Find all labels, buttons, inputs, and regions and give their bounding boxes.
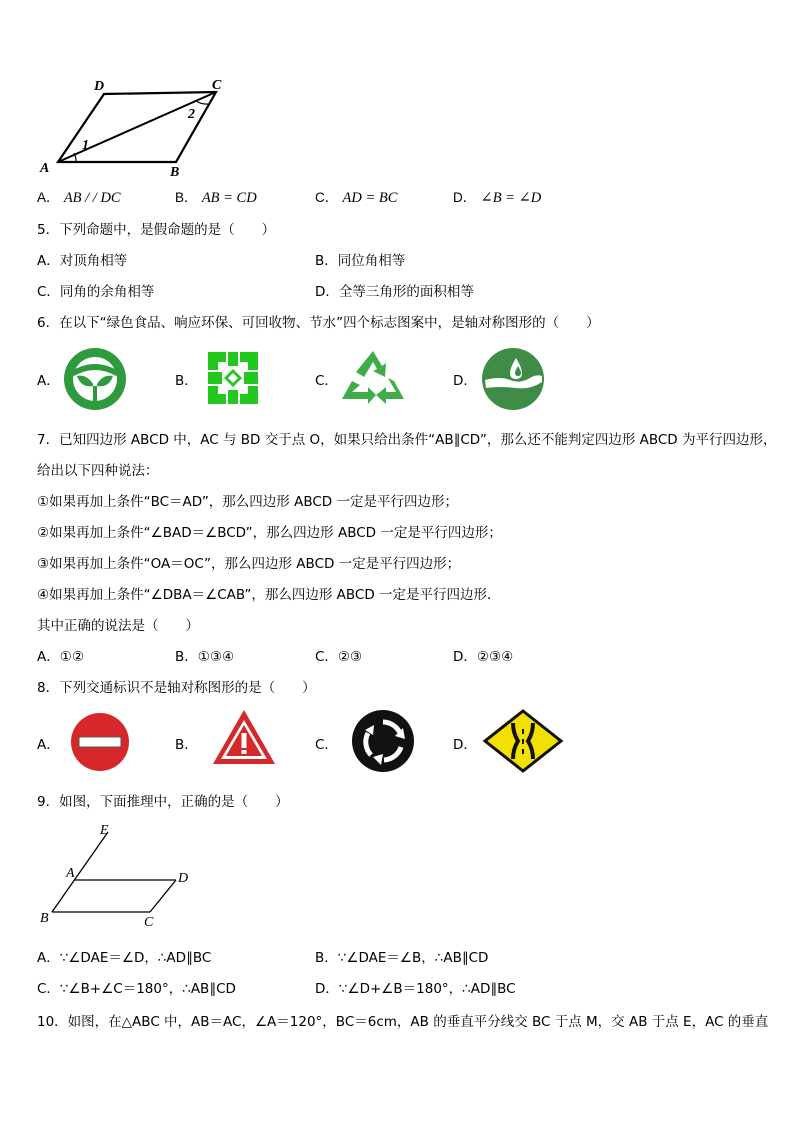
q8-option-b-label[interactable]: B．: [175, 737, 198, 753]
label-C: C: [144, 915, 154, 930]
q10-line-1: 10．如图，在△ABC 中，AB＝AC，∠A＝120°，BC＝6cm，AB 的垂直平分线交 BC 于点 M，交 AB 于点 E，AC 的垂直: [37, 1014, 769, 1030]
q7-line-1: 7．已知四边形 ABCD 中，AC 与 BD 交于点 O，如果只给出条件“AB∥CD”，那么还不能判定四边形 ABCD 为平行四边形，: [37, 432, 777, 448]
q8-option-d-label[interactable]: D．: [453, 737, 477, 753]
environmental-logo-icon: [204, 348, 262, 408]
q6-stem: 6．在以下“绿色食品、响应环保、可回收物、节水”四个标志图案中，是轴对称图形的（ ）: [37, 315, 600, 331]
q6-option-c-label[interactable]: C．: [315, 373, 338, 389]
q4-option-c[interactable]: C． AD = BC: [315, 190, 398, 206]
q8-option-c-label[interactable]: C．: [315, 737, 338, 753]
label-A: A: [66, 866, 75, 881]
q5-stem: 5．下列命题中，是假命题的是（ ）: [37, 222, 276, 238]
q7-statement-3: ③如果再加上条件“OA＝OC”，那么四边形 ABCD 一定是平行四边形；: [37, 556, 461, 572]
q9-option-a[interactable]: A．∵∠DAE＝∠D，∴AD∥BC: [37, 950, 212, 966]
q4-option-a[interactable]: A． AB / / DC: [37, 190, 121, 206]
q7-line-2: 给出以下四种说法：: [37, 463, 159, 479]
q7-option-b[interactable]: B．①③④: [175, 649, 235, 665]
q5-option-b[interactable]: B．同位角相等: [315, 253, 406, 269]
q5-option-c[interactable]: C．同角的余角相等: [37, 284, 155, 300]
angle-1-label: 1: [82, 138, 89, 153]
label-B: B: [170, 165, 180, 180]
label-D: D: [178, 871, 189, 886]
q7-option-a[interactable]: A．①②: [37, 649, 84, 665]
q5-option-d[interactable]: D．全等三角形的面积相等: [315, 284, 474, 300]
q4-option-b[interactable]: B． AB = CD: [175, 190, 257, 206]
q9-option-c[interactable]: C．∵∠B+∠C＝180°，∴AB∥CD: [37, 981, 236, 997]
road-narrows-sign-icon: [483, 709, 563, 773]
label-E: E: [100, 823, 109, 838]
q8-option-a-label[interactable]: A．: [37, 737, 60, 753]
recycle-logo-icon: [338, 347, 408, 409]
label-A: A: [40, 161, 50, 176]
angle-2-label: 2: [188, 107, 195, 122]
q8-stem: 8．下列交通标识不是轴对称图形的是（ ）: [37, 680, 316, 696]
q6-option-b-label[interactable]: B．: [175, 373, 198, 389]
q5-option-a[interactable]: A．对顶角相等: [37, 253, 128, 269]
q7-ask: 其中正确的说法是（ ）: [37, 618, 199, 634]
label-D: D: [94, 79, 105, 94]
green-food-logo-icon: [62, 346, 128, 412]
label-C: C: [212, 78, 222, 93]
q7-statement-1: ①如果再加上条件“BC＝AD”，那么四边形 ABCD 一定是平行四边形；: [37, 494, 458, 510]
q7-option-d[interactable]: D．②③④: [453, 649, 514, 665]
q9-stem: 9．如图，下面推理中，正确的是（ ）: [37, 794, 289, 810]
q7-statement-2: ②如果再加上条件“∠BAD＝∠BCD”，那么四边形 ABCD 一定是平行四边形；: [37, 525, 502, 541]
parallelogram-figure: [36, 76, 236, 184]
parallel-lines-figure: [38, 822, 208, 930]
q7-statement-4: ④如果再加上条件“∠DBA＝∠CAB”，那么四边形 ABCD 一定是平行四边形．: [37, 587, 501, 603]
q7-option-c[interactable]: C．②③: [315, 649, 363, 665]
q6-option-d-label[interactable]: D．: [453, 373, 477, 389]
q9-option-d[interactable]: D．∵∠D+∠B＝180°，∴AD∥BC: [315, 981, 516, 997]
water-saving-logo-icon: [480, 346, 546, 412]
roundabout-sign-icon: [351, 709, 415, 773]
q6-option-a-label[interactable]: A．: [37, 373, 60, 389]
warning-triangle-sign-icon: [211, 708, 277, 766]
label-B: B: [40, 911, 49, 926]
q9-option-b[interactable]: B．∵∠DAE＝∠B，∴AB∥CD: [315, 950, 489, 966]
q4-option-d[interactable]: D． ∠B = ∠D: [453, 190, 542, 206]
no-entry-sign-icon: [70, 712, 130, 772]
